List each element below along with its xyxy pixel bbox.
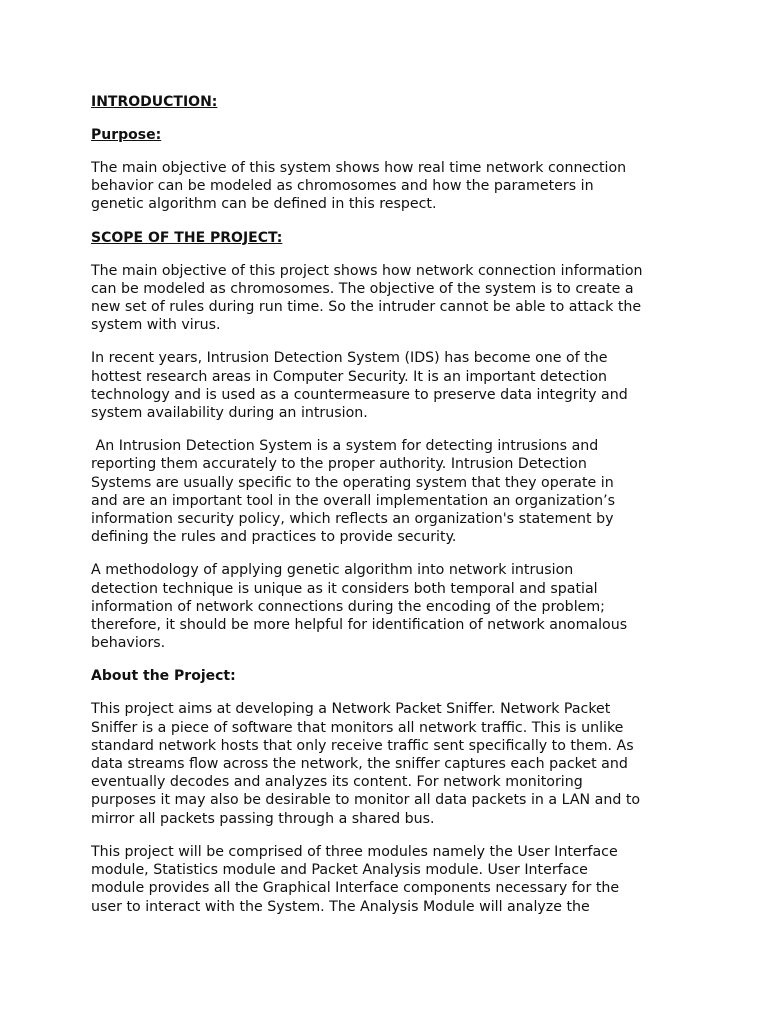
about-paragraph-1: This project aims at developing a Network Packet Sniffer. Network Packet Sniffer is a piece of software that monitors all network traffic. This is unlike standard network hosts that only receive traffic sent specifically to them. As data streams flow across the network, the sniffer captures each packet and eventually decodes and analyzes its content. For network monitoring purposes it may also be desirable to monitor all data packets in a LAN and to mirror all packets passing through a shared bus. <box>91 701 641 827</box>
scope-heading: SCOPE OF THE PROJECT: <box>91 229 283 246</box>
introduction-heading: INTRODUCTION: <box>91 94 218 110</box>
scope-paragraph-2: In recent years, Intrusion Detection System (IDS) has become one of the hottest research areas in Computer Security. It is an important detection technology and is used as a countermeasure to preserve data integrity and system availability during an intrusion. <box>91 350 628 422</box>
scope-paragraph-3: An Intrusion Detection System is a system for detecting intrusions and reporting them accurately to the proper authority. Intrusion Detection Systems are usually specific to the operating system that they operate in and are an important tool in the overall implementation an organization’s information security policy, which reflects an organization's statement by defining the rules and practices to provide security. <box>91 438 616 546</box>
purpose-paragraph: The main objective of this system shows how real time network connection behavior can be modeled as chromosomes and how the parameters in genetic algorithm can be defined in this respect. <box>91 160 627 213</box>
scope-paragraph-1: The main objective of this project shows how network connection information can be modeled as chromosomes. The objective of the system is to create a new set of rules during run time. So the intruder cannot be able to attack the system with virus. <box>91 262 643 334</box>
purpose-heading: Purpose: <box>91 127 162 143</box>
scope-paragraph-4: A methodology of applying genetic algorithm into network intrusion detection technique is unique as it considers both temporal and spatial information of network connections during the encoding of the problem; therefore, it should be more helpful for identification of network anomalous behaviors. <box>91 562 628 652</box>
about-heading: About the Project: <box>91 668 236 685</box>
about-paragraph-2: This project will be comprised of three modules namely the User Interface module, Statistics module and Packet Analysis module. User Interface module provides all the Graphical Interface components necessary for the user to interact with the System. The Analysis Module will analyze the <box>91 843 620 915</box>
